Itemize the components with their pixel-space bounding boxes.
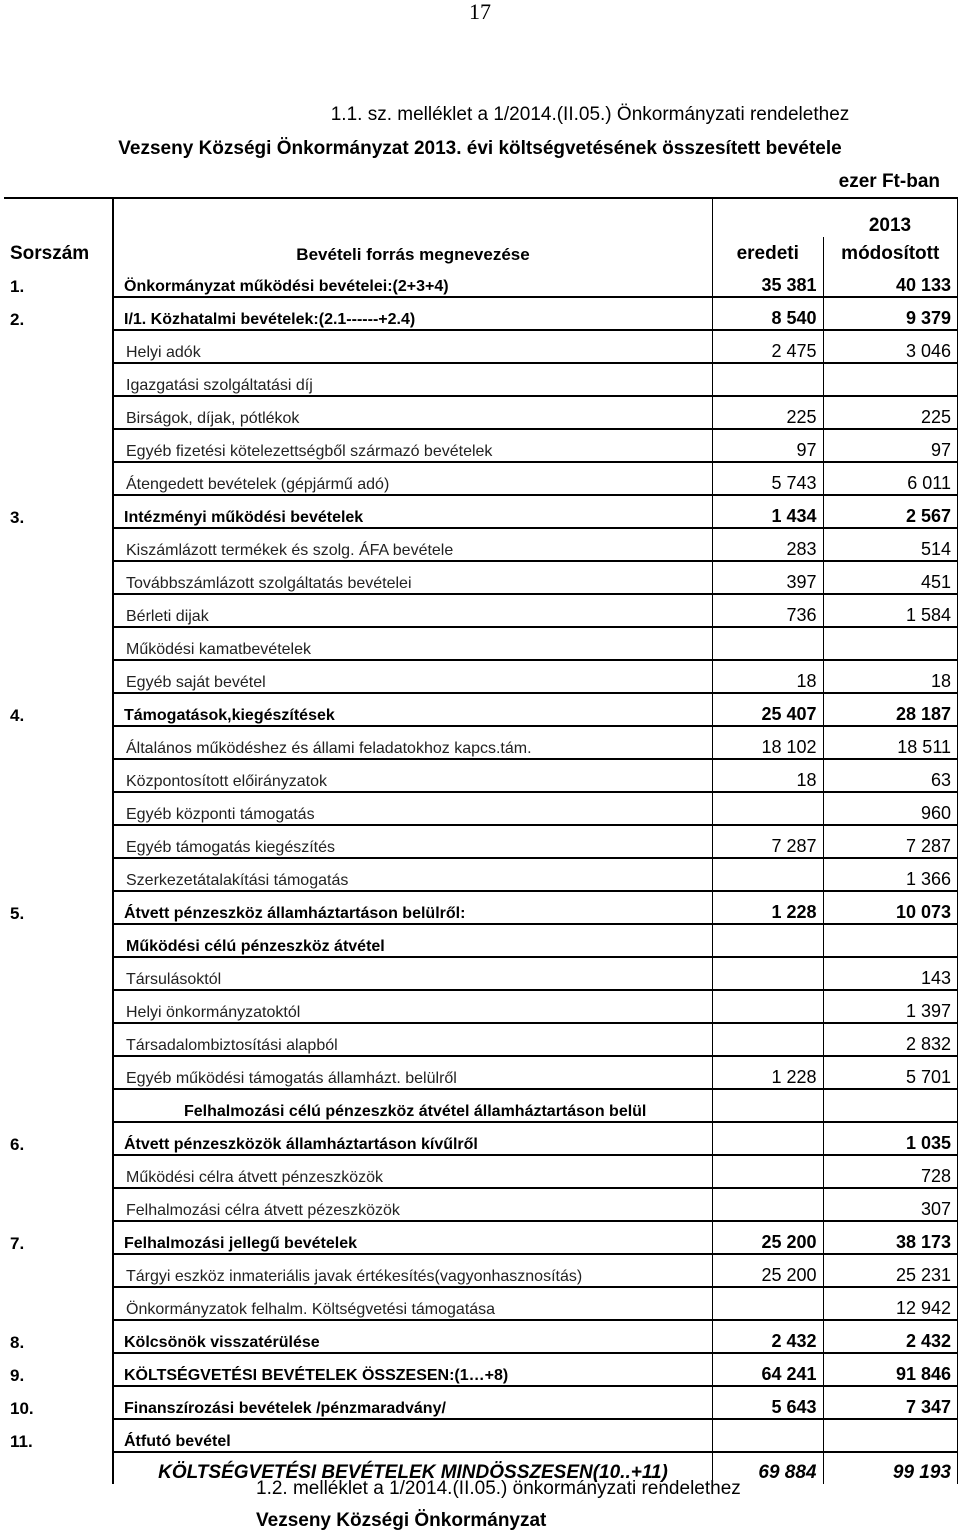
row-modified-value: 25 231 — [823, 1254, 958, 1287]
row-name: Társulásoktól — [113, 957, 713, 990]
row-number — [4, 627, 113, 660]
row-name: Társadalombiztosítási alapból — [113, 1023, 713, 1056]
row-name: Bérleti dijak — [113, 594, 713, 627]
page-number: 17 — [469, 0, 491, 24]
row-modified-value — [823, 924, 958, 957]
table-row — [4, 627, 958, 660]
table-row — [4, 1056, 958, 1089]
row-name: Támogatások,kiegészítések — [113, 693, 713, 726]
table-row — [4, 1353, 958, 1386]
row-modified-value: 143 — [823, 957, 958, 990]
header-original: eredeti — [713, 237, 824, 265]
row-name: Kölcsönök visszatérülése — [113, 1320, 713, 1353]
row-number — [4, 594, 113, 627]
row-modified-value: 2 832 — [823, 1023, 958, 1056]
table-header-row — [4, 237, 958, 265]
row-name: Önkormányzatok felhalm. Költségvetési támogatása — [113, 1287, 713, 1320]
row-name: Helyi adók — [113, 330, 713, 363]
row-original-value — [713, 1023, 824, 1056]
header-modified: módosított — [823, 237, 958, 265]
row-original-value — [713, 1155, 824, 1188]
row-name: Egyéb fizetési kötelezettségből származó bevételek — [113, 429, 713, 462]
row-modified-value: 63 — [823, 759, 958, 792]
row-modified-value: 960 — [823, 792, 958, 825]
row-name: Egyéb támogatás kiegészítés — [113, 825, 713, 858]
row-number — [4, 1254, 113, 1287]
row-name: Önkormányzat működési bevételei:(2+3+4) — [113, 265, 713, 297]
table-row — [4, 1419, 958, 1452]
row-original-value — [713, 627, 824, 660]
row-number — [4, 330, 113, 363]
row-original-value: 736 — [713, 594, 824, 627]
table-row — [4, 693, 958, 726]
row-modified-value: 7 347 — [823, 1386, 958, 1419]
row-original-value — [713, 363, 824, 396]
row-number — [4, 363, 113, 396]
row-modified-value: 5 701 — [823, 1056, 958, 1089]
row-name: Kiszámlázott termékek és szolg. ÁFA bevétele — [113, 528, 713, 561]
row-original-value: 5 643 — [713, 1386, 824, 1419]
table-row — [4, 1221, 958, 1254]
row-number — [4, 924, 113, 957]
row-name: Működési célra átvett pénzeszközök — [113, 1155, 713, 1188]
row-original-value: 1 228 — [713, 891, 824, 924]
row-name: Átfutó bevétel — [113, 1419, 713, 1452]
row-number: 4. — [4, 693, 113, 726]
row-modified-value: 28 187 — [823, 693, 958, 726]
table-row — [4, 297, 958, 330]
table-row — [4, 330, 958, 363]
row-name: Felhalmozási jellegű bevételek — [113, 1221, 713, 1254]
row-number — [4, 1056, 113, 1089]
row-original-value — [713, 1287, 824, 1320]
row-original-value: 397 — [713, 561, 824, 594]
table-row — [4, 825, 958, 858]
row-original-value: 97 — [713, 429, 824, 462]
row-original-value: 18 102 — [713, 726, 824, 759]
row-modified-value: 97 — [823, 429, 958, 462]
row-number: 5. — [4, 891, 113, 924]
row-original-value: 7 287 — [713, 825, 824, 858]
row-modified-value: 40 133 — [823, 265, 958, 297]
row-modified-value: 38 173 — [823, 1221, 958, 1254]
document-title: Vezseny Községi Önkormányzat 2013. évi költségvetésének összesített bevétele — [118, 138, 842, 159]
row-name: Birságok, díjak, pótlékok — [113, 396, 713, 429]
row-modified-value — [823, 363, 958, 396]
table-row — [4, 1386, 958, 1419]
header-sorszam: Sorszám — [4, 237, 113, 265]
row-number: 1. — [4, 265, 113, 297]
table-row — [4, 957, 958, 990]
row-original-value: 35 381 — [713, 265, 824, 297]
row-original-value — [713, 1188, 824, 1221]
table-row — [4, 363, 958, 396]
row-modified-value: 2 567 — [823, 495, 958, 528]
row-number — [4, 1023, 113, 1056]
row-name: Finanszírozási bevételek /pénzmaradvány/ — [113, 1386, 713, 1419]
table-row — [4, 561, 958, 594]
row-number — [4, 825, 113, 858]
revenue-table — [4, 197, 958, 1484]
row-modified-value — [823, 1419, 958, 1452]
table-row — [4, 396, 958, 429]
table-row — [4, 759, 958, 792]
table-row — [4, 891, 958, 924]
header-year: 2013 — [823, 198, 958, 237]
row-number: 6. — [4, 1122, 113, 1155]
row-original-value — [713, 1122, 824, 1155]
row-original-value: 2 432 — [713, 1320, 824, 1353]
row-original-value: 5 743 — [713, 462, 824, 495]
row-number — [4, 561, 113, 594]
row-name: Szerkezetátalakítási támogatás — [113, 858, 713, 891]
table-row — [4, 1188, 958, 1221]
total-name: KÖLTSÉGVETÉSI BEVÉTELEK MINDÖSSZESEN(10..+11) — [113, 1452, 713, 1484]
total-modified-value: 99 193 — [823, 1452, 958, 1484]
row-number: 3. — [4, 495, 113, 528]
table-row — [4, 726, 958, 759]
row-number — [4, 990, 113, 1023]
row-modified-value: 451 — [823, 561, 958, 594]
row-number: 9. — [4, 1353, 113, 1386]
row-number: 7. — [4, 1221, 113, 1254]
row-number — [4, 792, 113, 825]
row-number — [4, 858, 113, 891]
footer-org: Vezseny Községi Önkormányzat — [256, 1510, 547, 1531]
row-name: Működési kamatbevételek — [113, 627, 713, 660]
row-original-value — [713, 924, 824, 957]
table-row — [4, 1254, 958, 1287]
row-name: Általános működéshez és állami feladatokhoz kapcs.tám. — [113, 726, 713, 759]
row-modified-value: 9 379 — [823, 297, 958, 330]
row-number — [4, 957, 113, 990]
row-original-value — [713, 957, 824, 990]
row-name: Továbbszámlázott szolgáltatás bevételei — [113, 561, 713, 594]
table-row — [4, 990, 958, 1023]
row-original-value: 1 228 — [713, 1056, 824, 1089]
table-row — [4, 792, 958, 825]
row-name: Egyéb működési támogatás államházt. belülről — [113, 1056, 713, 1089]
row-modified-value: 10 073 — [823, 891, 958, 924]
row-name: Központosított előirányzatok — [113, 759, 713, 792]
row-number — [4, 429, 113, 462]
table-row — [4, 858, 958, 891]
row-number — [4, 759, 113, 792]
row-name: I/1. Közhatalmi bevételek:(2.1------+2.4) — [113, 297, 713, 330]
row-original-value — [713, 858, 824, 891]
table-row — [4, 1287, 958, 1320]
row-number — [4, 462, 113, 495]
row-modified-value: 18 — [823, 660, 958, 693]
row-number — [4, 396, 113, 429]
row-number — [4, 528, 113, 561]
row-number — [4, 660, 113, 693]
row-name: Tárgyi eszköz inmateriális javak értékesítés(vagyonhasznosítás) — [113, 1254, 713, 1287]
row-original-value: 25 200 — [713, 1221, 824, 1254]
row-name: KÖLTSÉGVETÉSI BEVÉTELEK ÖSSZESEN:(1…+8) — [113, 1353, 713, 1386]
table-row — [4, 1320, 958, 1353]
row-modified-value: 7 287 — [823, 825, 958, 858]
row-original-value — [713, 792, 824, 825]
table-row — [4, 1155, 958, 1188]
table-row — [4, 265, 958, 297]
row-modified-value: 307 — [823, 1188, 958, 1221]
row-modified-value: 1 397 — [823, 990, 958, 1023]
row-modified-value: 2 432 — [823, 1320, 958, 1353]
row-name: Egyéb központi támogatás — [113, 792, 713, 825]
table-row — [4, 924, 958, 957]
row-name: Igazgatási szolgáltatási díj — [113, 363, 713, 396]
table-row — [4, 1089, 958, 1122]
row-original-value: 225 — [713, 396, 824, 429]
row-name: Működési célú pénzeszköz átvétel — [113, 924, 713, 957]
row-original-value: 8 540 — [713, 297, 824, 330]
row-modified-value: 728 — [823, 1155, 958, 1188]
row-number — [4, 1287, 113, 1320]
row-modified-value: 6 011 — [823, 462, 958, 495]
row-modified-value: 18 511 — [823, 726, 958, 759]
total-original-value: 69 884 — [713, 1452, 824, 1484]
row-name: Egyéb saját bevétel — [113, 660, 713, 693]
row-name: Átvett pénzeszköz államháztartáson belülről: — [113, 891, 713, 924]
table-header-row-year — [4, 198, 958, 237]
row-modified-value — [823, 627, 958, 660]
row-name: Intézményi működési bevételek — [113, 495, 713, 528]
row-original-value: 283 — [713, 528, 824, 561]
row-number — [4, 726, 113, 759]
row-modified-value: 514 — [823, 528, 958, 561]
annex-title: 1.1. sz. melléklet a 1/2014.(II.05.) Önkormányzati rendelethez — [330, 104, 850, 125]
row-modified-value: 1 035 — [823, 1122, 958, 1155]
row-number — [4, 1089, 113, 1122]
row-name: Felhalmozási célra átvett pézeszközök — [113, 1188, 713, 1221]
row-name: Átvett pénzeszközök államháztartáson kívűlről — [113, 1122, 713, 1155]
row-name: Felhalmozási célú pénzeszköz átvétel államháztartáson belül — [113, 1089, 713, 1122]
footer-annex: 1.2. melléklet a 1/2014.(II.05.) önkormányzati rendelethez — [256, 1478, 741, 1499]
table-row — [4, 660, 958, 693]
row-original-value: 1 434 — [713, 495, 824, 528]
row-name: Átengedett bevételek (gépjármű adó) — [113, 462, 713, 495]
row-original-value: 25 200 — [713, 1254, 824, 1287]
row-original-value: 25 407 — [713, 693, 824, 726]
row-original-value: 64 241 — [713, 1353, 824, 1386]
table-row — [4, 528, 958, 561]
table-row — [4, 594, 958, 627]
row-modified-value: 1 584 — [823, 594, 958, 627]
row-modified-value: 3 046 — [823, 330, 958, 363]
table-row — [4, 429, 958, 462]
header-name: Bevételi forrás megnevezése — [113, 237, 713, 265]
row-number — [4, 1188, 113, 1221]
row-modified-value: 12 942 — [823, 1287, 958, 1320]
header-cell-empty — [4, 198, 113, 237]
row-modified-value: 225 — [823, 396, 958, 429]
table-row — [4, 495, 958, 528]
unit-label: ezer Ft-ban — [838, 171, 940, 192]
row-number: 10. — [4, 1386, 113, 1419]
header-cell-empty — [113, 198, 713, 237]
table-row — [4, 1023, 958, 1056]
table-row — [4, 462, 958, 495]
row-number: 11. — [4, 1419, 113, 1452]
row-original-value — [713, 1419, 824, 1452]
table-row — [4, 1122, 958, 1155]
row-number — [4, 1155, 113, 1188]
header-cell-empty — [713, 198, 824, 237]
row-original-value — [713, 1089, 824, 1122]
row-number: 8. — [4, 1320, 113, 1353]
row-original-value — [713, 990, 824, 1023]
row-modified-value: 1 366 — [823, 858, 958, 891]
row-name: Helyi önkormányzatoktól — [113, 990, 713, 1023]
row-original-value: 18 — [713, 660, 824, 693]
row-original-value: 18 — [713, 759, 824, 792]
row-modified-value — [823, 1089, 958, 1122]
row-modified-value: 91 846 — [823, 1353, 958, 1386]
row-original-value: 2 475 — [713, 330, 824, 363]
row-number: 2. — [4, 297, 113, 330]
